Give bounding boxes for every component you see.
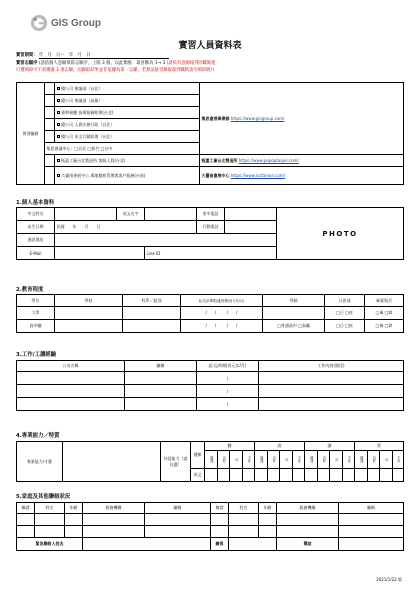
family-header: 年齡 <box>259 503 277 514</box>
family-header: 姓名 <box>229 503 259 514</box>
preference-warning-1: (請依有意願報到的職缺進 <box>166 61 216 66</box>
checkbox[interactable] <box>57 123 61 127</box>
education-table <box>16 294 404 333</box>
edu-header: 日夜部 <box>325 295 365 307</box>
edu-header: 科系／組別 <box>123 295 181 307</box>
pref-box-4[interactable] <box>45 119 55 131</box>
skill-field[interactable] <box>63 442 161 482</box>
checkbox[interactable] <box>57 99 61 103</box>
family-header: 服務機構 <box>277 503 339 514</box>
logo-text: GIS Group <box>51 17 101 29</box>
service-item-3: 嘉和視聽 技術服務助理(台北) <box>55 107 200 119</box>
emergency-label: 緊急聯絡人姓名 <box>17 538 83 551</box>
skills-table: 專業能力/才藝 外語能力（請勾選） 種類 聽 說 讀 寫 精通 良好 可 不佳 精通 良好 可 不佳 精通 良好 可 不佳 精通 良好 可 不佳 英文 <box>16 441 404 482</box>
section-1-title: 1.個人基本資料 <box>16 200 55 206</box>
service-table <box>16 82 404 185</box>
service-item-7: 瓶蓋工廠台北製造所 客服人員(台北) <box>55 155 200 167</box>
emergency-name-field[interactable] <box>83 538 211 551</box>
name-en-label: 英文名字 <box>117 208 145 221</box>
checkbox[interactable] <box>57 87 61 91</box>
family-header: 服務機構 <box>83 503 145 514</box>
service-item-1: 總公司 會議部（台北） <box>55 83 200 95</box>
section-4-title: 4.專業能力／特質 <box>16 433 60 439</box>
checkbox[interactable] <box>57 174 61 178</box>
pref-box-8[interactable] <box>45 167 55 185</box>
gis-logo-icon <box>30 14 48 32</box>
work-header: 公司名稱 <box>17 361 125 372</box>
pref-box-7[interactable] <box>45 155 55 167</box>
phone-label: 電話 <box>277 538 339 551</box>
service-row-label: 實習職務 <box>17 83 45 185</box>
home-phone-label: 家中電話 <box>197 208 225 221</box>
table-row <box>17 514 404 526</box>
home-phone-field[interactable] <box>225 208 277 221</box>
family-header: 職稱 <box>145 503 211 514</box>
edu-header: 學位 <box>17 295 55 307</box>
birth-label: 出生日期 <box>17 221 55 234</box>
lang-english: 英文 <box>191 469 205 482</box>
lang-kind: 種類 <box>191 442 205 469</box>
service-item-4: 總公司 人資法務行政（台北） <box>55 119 200 131</box>
table-row: 高中職 / / / / □普通高中 □高職 □日 □夜 □畢 □肄 <box>17 320 404 333</box>
service-item-5: 總公司 英文行銷助理（台北） <box>55 131 200 143</box>
address-field[interactable] <box>55 234 277 247</box>
period-value: 年 月 日～ 年 月 日 <box>39 52 169 59</box>
table-row: 大學 / / / / □日 □夜 □畢 □肄 <box>17 307 404 320</box>
pref-box-2[interactable] <box>45 95 55 107</box>
edu-header: 學校 <box>55 295 123 307</box>
photo-box[interactable]: PHOTO <box>277 208 404 260</box>
name-en-field[interactable] <box>145 208 197 221</box>
line-id-label: Line ID <box>146 250 161 256</box>
preference-note: (請依個人意願填寫志願序，上限 3 個，以此類推：最喜歡為 1→ 3 <box>38 61 166 66</box>
lang-group: 讀 <box>305 442 355 451</box>
line-id-field[interactable] <box>145 247 277 260</box>
section-5-title: 5.家庭及其他聯絡狀況 <box>16 494 71 500</box>
address-label: 通訊地址 <box>17 234 55 247</box>
org-popop-link[interactable]: https://www.popoptaipei.com/ <box>238 157 299 163</box>
family-table <box>16 502 404 551</box>
org-gis-link[interactable]: https://www.gisgroup.com/ <box>230 115 285 121</box>
family-header: 職稱 <box>339 503 404 514</box>
birth-field[interactable]: 民國 年 月 日 <box>55 221 197 234</box>
checkbox[interactable] <box>57 159 61 163</box>
name-zh-label: 中文姓名 <box>17 208 55 221</box>
work-header: 起-迄時間(西元年/月) <box>197 361 259 372</box>
family-header: 稱謂 <box>17 503 35 514</box>
lang-group: 聽 <box>205 442 255 451</box>
table-row: / <box>17 385 404 398</box>
table-row: / <box>17 398 404 411</box>
personal-info-table <box>16 207 404 260</box>
section-3-title: 3.工作/工讀經驗 <box>16 352 57 358</box>
section-2-title: 2.教育程度 <box>16 287 44 293</box>
period-label: 實習期間： <box>16 53 38 58</box>
mobile-label: 行動電話 <box>197 221 225 234</box>
family-header: 年齡 <box>65 503 83 514</box>
skill-label: 專業能力/才藝 <box>17 442 63 482</box>
edu-header: 畢業與否 <box>365 295 404 307</box>
table-row: / <box>17 372 404 385</box>
service-item-2: 總公司 會議部（高雄） <box>55 95 200 107</box>
version-footer: 2021/1/22 版 <box>376 577 402 582</box>
period-line <box>16 52 169 59</box>
work-header: 工作內容(簡述) <box>259 361 404 372</box>
lang-label: 外語能力（請勾選） <box>161 442 191 482</box>
org-gis: 集思會展事業群 https://www.gisgroup.com/ <box>200 83 404 155</box>
pref-box-3[interactable] <box>45 107 55 119</box>
pref-box-5[interactable] <box>45 131 55 143</box>
family-header: 稱謂 <box>211 503 229 514</box>
org-popop: 瓶蓋工廠台北製造所 https://www.popoptaipei.com/ <box>200 155 404 167</box>
family-header: 姓名 <box>35 503 65 514</box>
email-label: E-Mail <box>17 247 55 260</box>
edu-header: 學制 <box>263 295 325 307</box>
checkbox[interactable] <box>57 135 61 139</box>
org-icc: 大臺南會展中心 https://www.icctainan.com/ <box>200 167 404 185</box>
relation-label: 關係 <box>211 538 229 551</box>
preference-warning-2: 行選填即可不須選滿 3 項志願，因錄取結果並非依據為第一志願，若無法接受錄取報到職缺請勿填寫喔!) <box>16 68 214 73</box>
work-header: 職稱 <box>125 361 197 372</box>
company-logo <box>30 14 101 32</box>
preference-label: 實習志願序 <box>16 61 38 66</box>
relation-field[interactable] <box>229 538 277 551</box>
mobile-field[interactable] <box>225 221 277 234</box>
preference-line <box>16 60 216 66</box>
checkbox[interactable] <box>57 111 61 115</box>
phone-field[interactable] <box>339 538 404 551</box>
name-zh-field[interactable] <box>55 208 117 221</box>
lang-group: 寫 <box>355 442 404 451</box>
service-item-6[interactable]: 集思會議中心：□台北 □新竹 □台中 <box>45 143 200 155</box>
work-table <box>16 360 404 411</box>
edu-header: 起-訖計畢業(通)時間(西元年/月) <box>181 295 263 307</box>
table-row <box>17 526 404 538</box>
org-icc-link[interactable]: https://www.icctainan.com/ <box>230 172 286 178</box>
email-field[interactable] <box>55 247 145 260</box>
pref-box-1[interactable] <box>45 83 55 95</box>
page-title: 實習人員資料表 <box>178 41 242 51</box>
lang-group: 說 <box>255 442 305 451</box>
service-item-8: 大臺南會展中心 場地餐飲管理與客戶服務(台南) <box>55 167 200 185</box>
